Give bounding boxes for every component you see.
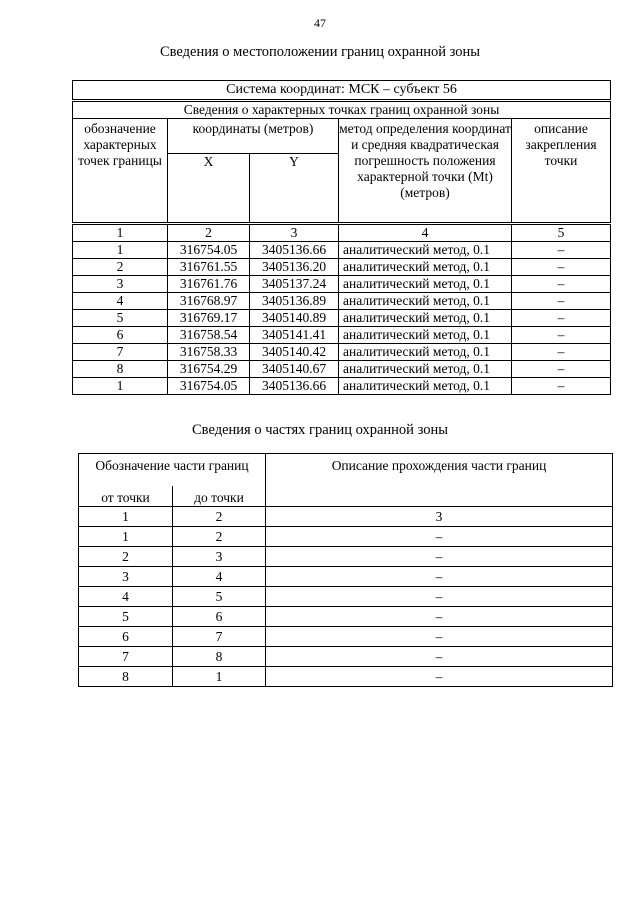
- point-method: аналитический метод, 0.1: [339, 327, 512, 344]
- point-x: 316754.29: [168, 361, 250, 378]
- y-col-spacer: [250, 174, 339, 224]
- part-description: –: [266, 587, 613, 607]
- point-description: –: [512, 242, 611, 259]
- point-x: 316754.05: [168, 378, 250, 395]
- point-x: 316758.54: [168, 327, 250, 344]
- page-number: 47: [314, 16, 326, 30]
- boundary-points-table: [72, 80, 611, 395]
- part-from: 3: [79, 567, 173, 587]
- col-number-4: 4: [339, 224, 512, 242]
- point-method: аналитический метод, 0.1: [339, 293, 512, 310]
- point-x: 316761.55: [168, 259, 250, 276]
- part-to: 5: [173, 587, 266, 607]
- point-method: аналитический метод, 0.1: [339, 344, 512, 361]
- points-subheader: Сведения о характерных точках границ охранной зоны: [73, 101, 611, 119]
- part-description: –: [266, 567, 613, 587]
- part-row: [79, 627, 613, 647]
- point-description: –: [512, 259, 611, 276]
- part-to: 8: [173, 647, 266, 667]
- point-method: аналитический метод, 0.1: [339, 361, 512, 378]
- point-y: 3405137.24: [250, 276, 339, 293]
- part-to: 1: [173, 667, 266, 687]
- part-description: –: [266, 627, 613, 647]
- boundary-parts-table: [78, 453, 613, 687]
- part-description: –: [266, 607, 613, 627]
- point-id: 5: [73, 310, 168, 327]
- point-id: 8: [73, 361, 168, 378]
- col-number-2: 2: [168, 224, 250, 242]
- point-method: аналитический метод, 0.1: [339, 378, 512, 395]
- part-row: [79, 667, 613, 687]
- point-description: –: [512, 361, 611, 378]
- part-from: 7: [79, 647, 173, 667]
- point-row: [73, 293, 611, 310]
- point-y: 3405136.20: [250, 259, 339, 276]
- point-description: –: [512, 344, 611, 361]
- point-x: 316754.05: [168, 242, 250, 259]
- coord-system-caption: Система координат: МСК – субъект 56: [73, 81, 611, 101]
- col-number-3: 3: [250, 224, 339, 242]
- col-header-to: до точки: [173, 486, 266, 507]
- point-y: 3405140.42: [250, 344, 339, 361]
- col-header-coords: координаты (метров): [168, 119, 339, 154]
- point-x: 316758.33: [168, 344, 250, 361]
- point-row: [73, 310, 611, 327]
- part-row: [79, 567, 613, 587]
- point-id: 1: [73, 378, 168, 395]
- part-row: [79, 547, 613, 567]
- point-description: –: [512, 327, 611, 344]
- point-x: 316768.97: [168, 293, 250, 310]
- point-description: –: [512, 293, 611, 310]
- point-row: [73, 361, 611, 378]
- part-to: 3: [173, 547, 266, 567]
- part-row: [79, 647, 613, 667]
- part-from: 6: [79, 627, 173, 647]
- point-y: 3405136.66: [250, 378, 339, 395]
- point-description: –: [512, 310, 611, 327]
- part-description: –: [266, 547, 613, 567]
- section1-title: Сведения о местоположении границ охранной зоны: [159, 44, 480, 60]
- point-x: 316769.17: [168, 310, 250, 327]
- col-header-description: описание закрепления точки: [512, 119, 611, 224]
- part-from: 1: [79, 527, 173, 547]
- point-id: 1: [73, 242, 168, 259]
- point-id: 7: [73, 344, 168, 361]
- point-id: 6: [73, 327, 168, 344]
- section2-title: Сведения о частях границ охранной зоны: [192, 422, 448, 438]
- part-from: 4: [79, 587, 173, 607]
- col-header-y: Y: [250, 154, 339, 175]
- point-y: 3405140.89: [250, 310, 339, 327]
- col-header-x: X: [168, 154, 250, 175]
- col-number-1: 1: [79, 507, 173, 527]
- part-to: 2: [173, 527, 266, 547]
- point-row: [73, 242, 611, 259]
- point-id: 4: [73, 293, 168, 310]
- part-row: [79, 587, 613, 607]
- col-number-1: 1: [73, 224, 168, 242]
- point-y: 3405136.66: [250, 242, 339, 259]
- x-col-spacer: [168, 174, 250, 224]
- point-y: 3405140.67: [250, 361, 339, 378]
- point-description: –: [512, 378, 611, 395]
- point-method: аналитический метод, 0.1: [339, 259, 512, 276]
- part-description: –: [266, 647, 613, 667]
- point-row: [73, 344, 611, 361]
- part-from: 8: [79, 667, 173, 687]
- part-from: 2: [79, 547, 173, 567]
- point-id: 2: [73, 259, 168, 276]
- point-row: [73, 378, 611, 395]
- point-method: аналитический метод, 0.1: [339, 242, 512, 259]
- point-y: 3405136.89: [250, 293, 339, 310]
- point-method: аналитический метод, 0.1: [339, 276, 512, 293]
- part-to: 4: [173, 567, 266, 587]
- col-number-5: 5: [512, 224, 611, 242]
- col-number-3: 3: [266, 507, 613, 527]
- point-method: аналитический метод, 0.1: [339, 310, 512, 327]
- point-row: [73, 327, 611, 344]
- point-row: [73, 276, 611, 293]
- point-description: –: [512, 276, 611, 293]
- part-row: [79, 607, 613, 627]
- point-x: 316761.76: [168, 276, 250, 293]
- part-to: 7: [173, 627, 266, 647]
- col-header-part-description: Описание прохождения части границ: [266, 454, 613, 507]
- col-header-part: Обозначение части границ: [79, 454, 266, 487]
- part-from: 5: [79, 607, 173, 627]
- part-row: [79, 527, 613, 547]
- part-to: 6: [173, 607, 266, 627]
- point-row: [73, 259, 611, 276]
- part-description: –: [266, 527, 613, 547]
- part-description: –: [266, 667, 613, 687]
- col-header-method: метод определения координат и средняя квадратическая погрешность положения характерной точки (Mt) (метров): [339, 119, 512, 224]
- point-y: 3405141.41: [250, 327, 339, 344]
- col-header-designation: обозначение характерных точек границы: [73, 119, 168, 224]
- col-header-from: от точки: [79, 486, 173, 507]
- col-number-2: 2: [173, 507, 266, 527]
- point-id: 3: [73, 276, 168, 293]
